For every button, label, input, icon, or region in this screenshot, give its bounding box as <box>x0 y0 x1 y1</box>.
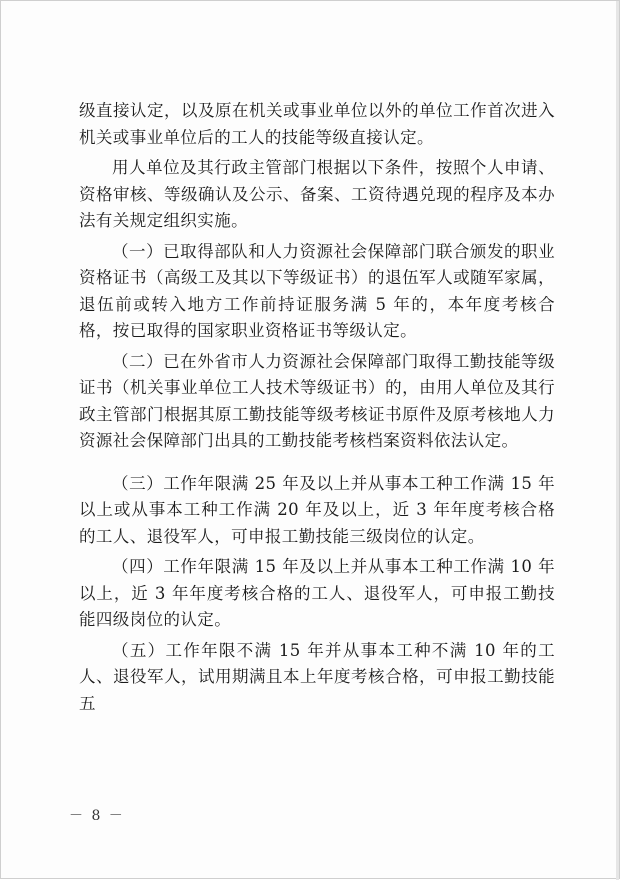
paragraph-implementation: 用人单位及其行政主管部门根据以下条件，按照个人申请、资格审核、等级确认及公示、备案、工资待遇兑现的程序及本办法有关规定组织实施。 <box>79 158 555 230</box>
paragraph-item-1: （一）已取得部队和人力资源社会保障部门联合颁发的职业资格证书（高级工及其以下等级证书）的退伍军人或随军家属，退伍前或转入地方工作前持证服务满 5 年的，本年度考核合格，按已取得的国家职业资格证书等级认定。 <box>79 241 555 340</box>
paragraph-item-2: （二）已在外省市人力资源社会保障部门取得工勤技能等级证书（机关事业单位工人技术等级证书）的，由用人单位及其行政主管部门根据其原工勤技能等级考核证书原件及原考核地人力资源社会保障部门出具的工勤技能考核档案资料依法认定。 <box>79 351 555 450</box>
document-body <box>79 98 555 721</box>
paragraph-continuation: 级直接认定，以及原在机关或事业单位以外的单位工作首次进入机关或事业单位后的工人的技能等级直接认定。 <box>79 101 555 147</box>
paragraph-item-4: （四）工作年限满 15 年及以上并从事本工种工作满 10 年以上，近 3 年年度考核合格的工人、退役军人，可申报工勤技能四级岗位的认定。 <box>79 557 555 629</box>
paragraph-item-3: （三）工作年限满 25 年及以上并从事本工种工作满 15 年以上或从事本工种工作满 20 年及以上，近 3 年年度考核合格的工人、退役军人，可申报工勤技能三级岗位的认定。 <box>79 473 555 546</box>
page-number: － 8 － <box>69 808 125 824</box>
page-edge-divider <box>616 1 619 880</box>
paragraph-item-5: （五）工作年限不满 15 年并从事本工种不满 10 年的工人、退役军人，试用期满且本上年度考核合格，可申报工勤技能五 <box>79 640 555 713</box>
